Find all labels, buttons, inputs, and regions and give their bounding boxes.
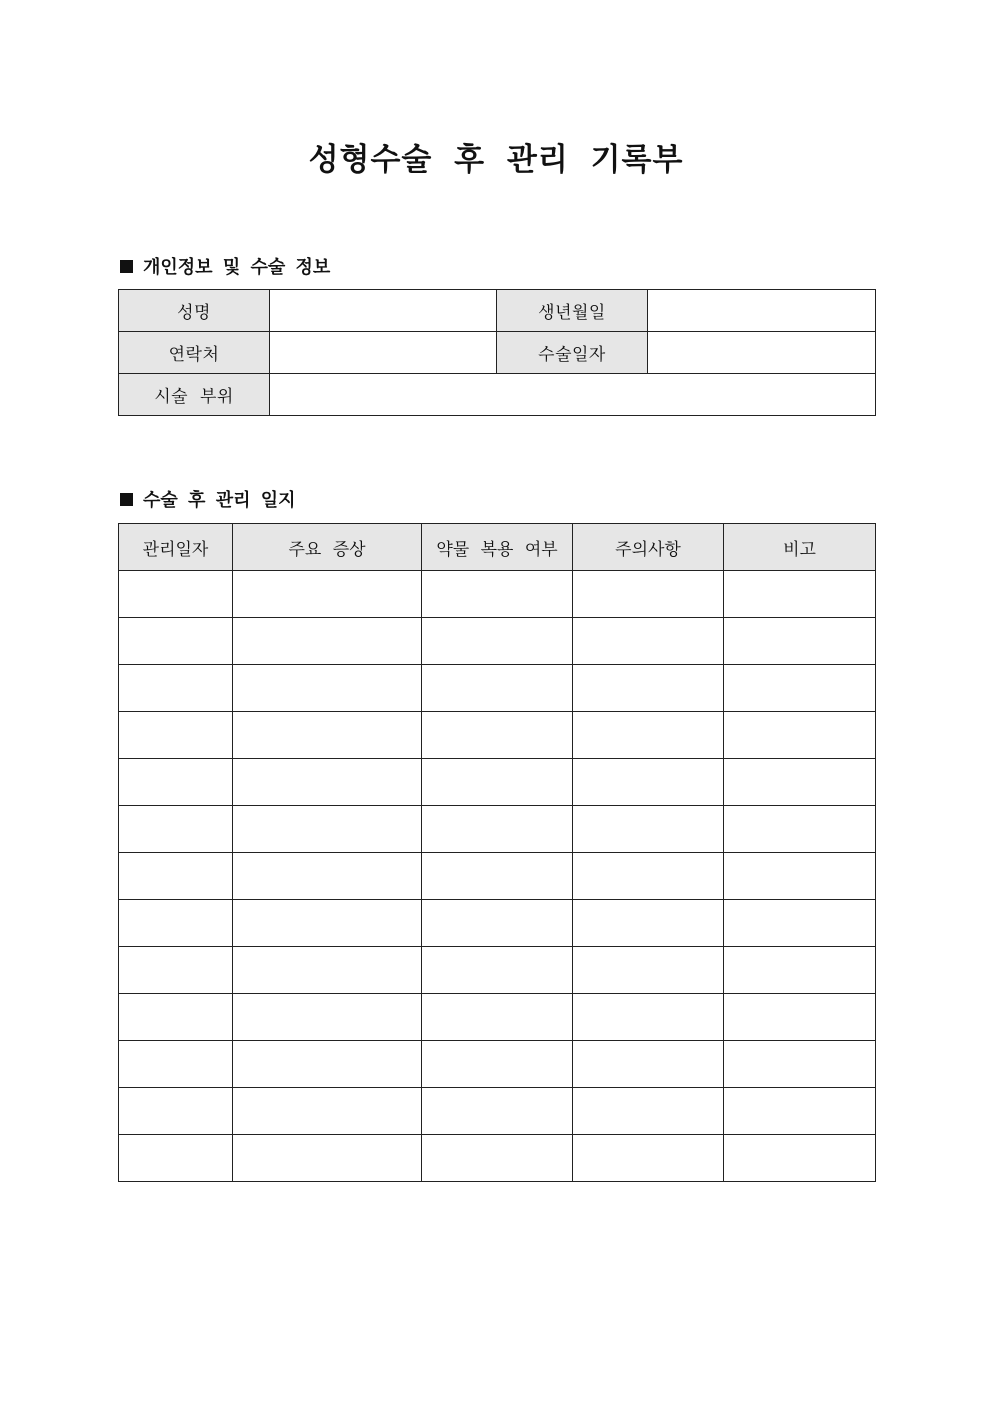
care-log-body — [119, 571, 876, 1182]
column-header-care-date: 관리일자 — [119, 524, 233, 571]
square-bullet-icon — [120, 260, 133, 273]
symptoms-cell[interactable] — [233, 665, 422, 712]
medication-cell[interactable] — [422, 947, 573, 994]
symptoms-cell[interactable] — [233, 571, 422, 618]
care-date-cell[interactable] — [119, 759, 233, 806]
birth-date-field[interactable] — [648, 290, 876, 332]
symptoms-cell[interactable] — [233, 853, 422, 900]
symptoms-cell[interactable] — [233, 1041, 422, 1088]
care-date-cell[interactable] — [119, 1041, 233, 1088]
table-row — [119, 618, 876, 665]
precautions-cell[interactable] — [573, 712, 724, 759]
precautions-cell[interactable] — [573, 759, 724, 806]
table-row — [119, 759, 876, 806]
info-row-name — [119, 290, 876, 332]
medication-cell[interactable] — [422, 900, 573, 947]
info-row-contact — [119, 332, 876, 374]
section-heading-label: 개인정보 및 수술 정보 — [143, 257, 331, 278]
remarks-cell[interactable] — [724, 806, 876, 853]
section-heading-personal-info — [120, 253, 330, 279]
column-header-symptoms: 주요 증상 — [233, 524, 422, 571]
column-header-remarks: 비고 — [724, 524, 876, 571]
table-row — [119, 665, 876, 712]
surgery-date-label: 수술일자 — [497, 332, 648, 374]
care-date-cell[interactable] — [119, 1088, 233, 1135]
personal-info-table — [118, 289, 876, 416]
medication-cell[interactable] — [422, 853, 573, 900]
care-log-table — [118, 523, 876, 1182]
remarks-cell[interactable] — [724, 618, 876, 665]
remarks-cell[interactable] — [724, 853, 876, 900]
info-row-site — [119, 374, 876, 416]
medication-cell[interactable] — [422, 571, 573, 618]
remarks-cell[interactable] — [724, 759, 876, 806]
table-row — [119, 806, 876, 853]
contact-label: 연락처 — [119, 332, 270, 374]
remarks-cell[interactable] — [724, 994, 876, 1041]
medication-cell[interactable] — [422, 618, 573, 665]
precautions-cell[interactable] — [573, 994, 724, 1041]
contact-field[interactable] — [270, 332, 497, 374]
symptoms-cell[interactable] — [233, 1135, 422, 1182]
symptoms-cell[interactable] — [233, 759, 422, 806]
precautions-cell[interactable] — [573, 806, 724, 853]
remarks-cell[interactable] — [724, 947, 876, 994]
care-date-cell[interactable] — [119, 947, 233, 994]
care-date-cell[interactable] — [119, 900, 233, 947]
care-date-cell[interactable] — [119, 994, 233, 1041]
remarks-cell[interactable] — [724, 571, 876, 618]
medication-cell[interactable] — [422, 1041, 573, 1088]
care-date-cell[interactable] — [119, 806, 233, 853]
section-heading-label: 수술 후 관리 일지 — [143, 490, 296, 511]
symptoms-cell[interactable] — [233, 900, 422, 947]
remarks-cell[interactable] — [724, 712, 876, 759]
table-row — [119, 712, 876, 759]
remarks-cell[interactable] — [724, 1135, 876, 1182]
care-date-cell[interactable] — [119, 665, 233, 712]
precautions-cell[interactable] — [573, 1041, 724, 1088]
symptoms-cell[interactable] — [233, 712, 422, 759]
precautions-cell[interactable] — [573, 571, 724, 618]
table-row — [119, 1088, 876, 1135]
medication-cell[interactable] — [422, 806, 573, 853]
precautions-cell[interactable] — [573, 665, 724, 712]
surgery-date-field[interactable] — [648, 332, 876, 374]
remarks-cell[interactable] — [724, 665, 876, 712]
precautions-cell[interactable] — [573, 900, 724, 947]
table-row — [119, 571, 876, 618]
table-row — [119, 900, 876, 947]
page-title: 성형수술 후 관리 기록부 — [308, 142, 684, 178]
precautions-cell[interactable] — [573, 947, 724, 994]
care-date-cell[interactable] — [119, 712, 233, 759]
medication-cell[interactable] — [422, 665, 573, 712]
medication-cell[interactable] — [422, 759, 573, 806]
care-date-cell[interactable] — [119, 853, 233, 900]
care-date-cell[interactable] — [119, 618, 233, 665]
surgery-site-label: 시술 부위 — [119, 374, 270, 416]
care-date-cell[interactable] — [119, 1135, 233, 1182]
column-header-precautions: 주의사항 — [573, 524, 724, 571]
medication-cell[interactable] — [422, 712, 573, 759]
care-date-cell[interactable] — [119, 571, 233, 618]
birth-date-label: 생년월일 — [497, 290, 648, 332]
precautions-cell[interactable] — [573, 853, 724, 900]
name-field[interactable] — [270, 290, 497, 332]
medication-cell[interactable] — [422, 994, 573, 1041]
table-row — [119, 1135, 876, 1182]
precautions-cell[interactable] — [573, 618, 724, 665]
precautions-cell[interactable] — [573, 1088, 724, 1135]
name-label: 성명 — [119, 290, 270, 332]
symptoms-cell[interactable] — [233, 618, 422, 665]
table-row — [119, 853, 876, 900]
column-header-medication: 약물 복용 여부 — [422, 524, 573, 571]
section-heading-care-log — [120, 486, 296, 512]
table-row — [119, 947, 876, 994]
table-row — [119, 994, 876, 1041]
precautions-cell[interactable] — [573, 1135, 724, 1182]
symptoms-cell[interactable] — [233, 1088, 422, 1135]
remarks-cell[interactable] — [724, 1088, 876, 1135]
remarks-cell[interactable] — [724, 1041, 876, 1088]
remarks-cell[interactable] — [724, 900, 876, 947]
medication-cell[interactable] — [422, 1088, 573, 1135]
medication-cell[interactable] — [422, 1135, 573, 1182]
symptoms-cell[interactable] — [233, 947, 422, 994]
surgery-site-field[interactable] — [270, 374, 876, 416]
care-log-header-row — [119, 524, 876, 571]
table-row — [119, 1041, 876, 1088]
symptoms-cell[interactable] — [233, 994, 422, 1041]
square-bullet-icon — [120, 493, 133, 506]
symptoms-cell[interactable] — [233, 806, 422, 853]
